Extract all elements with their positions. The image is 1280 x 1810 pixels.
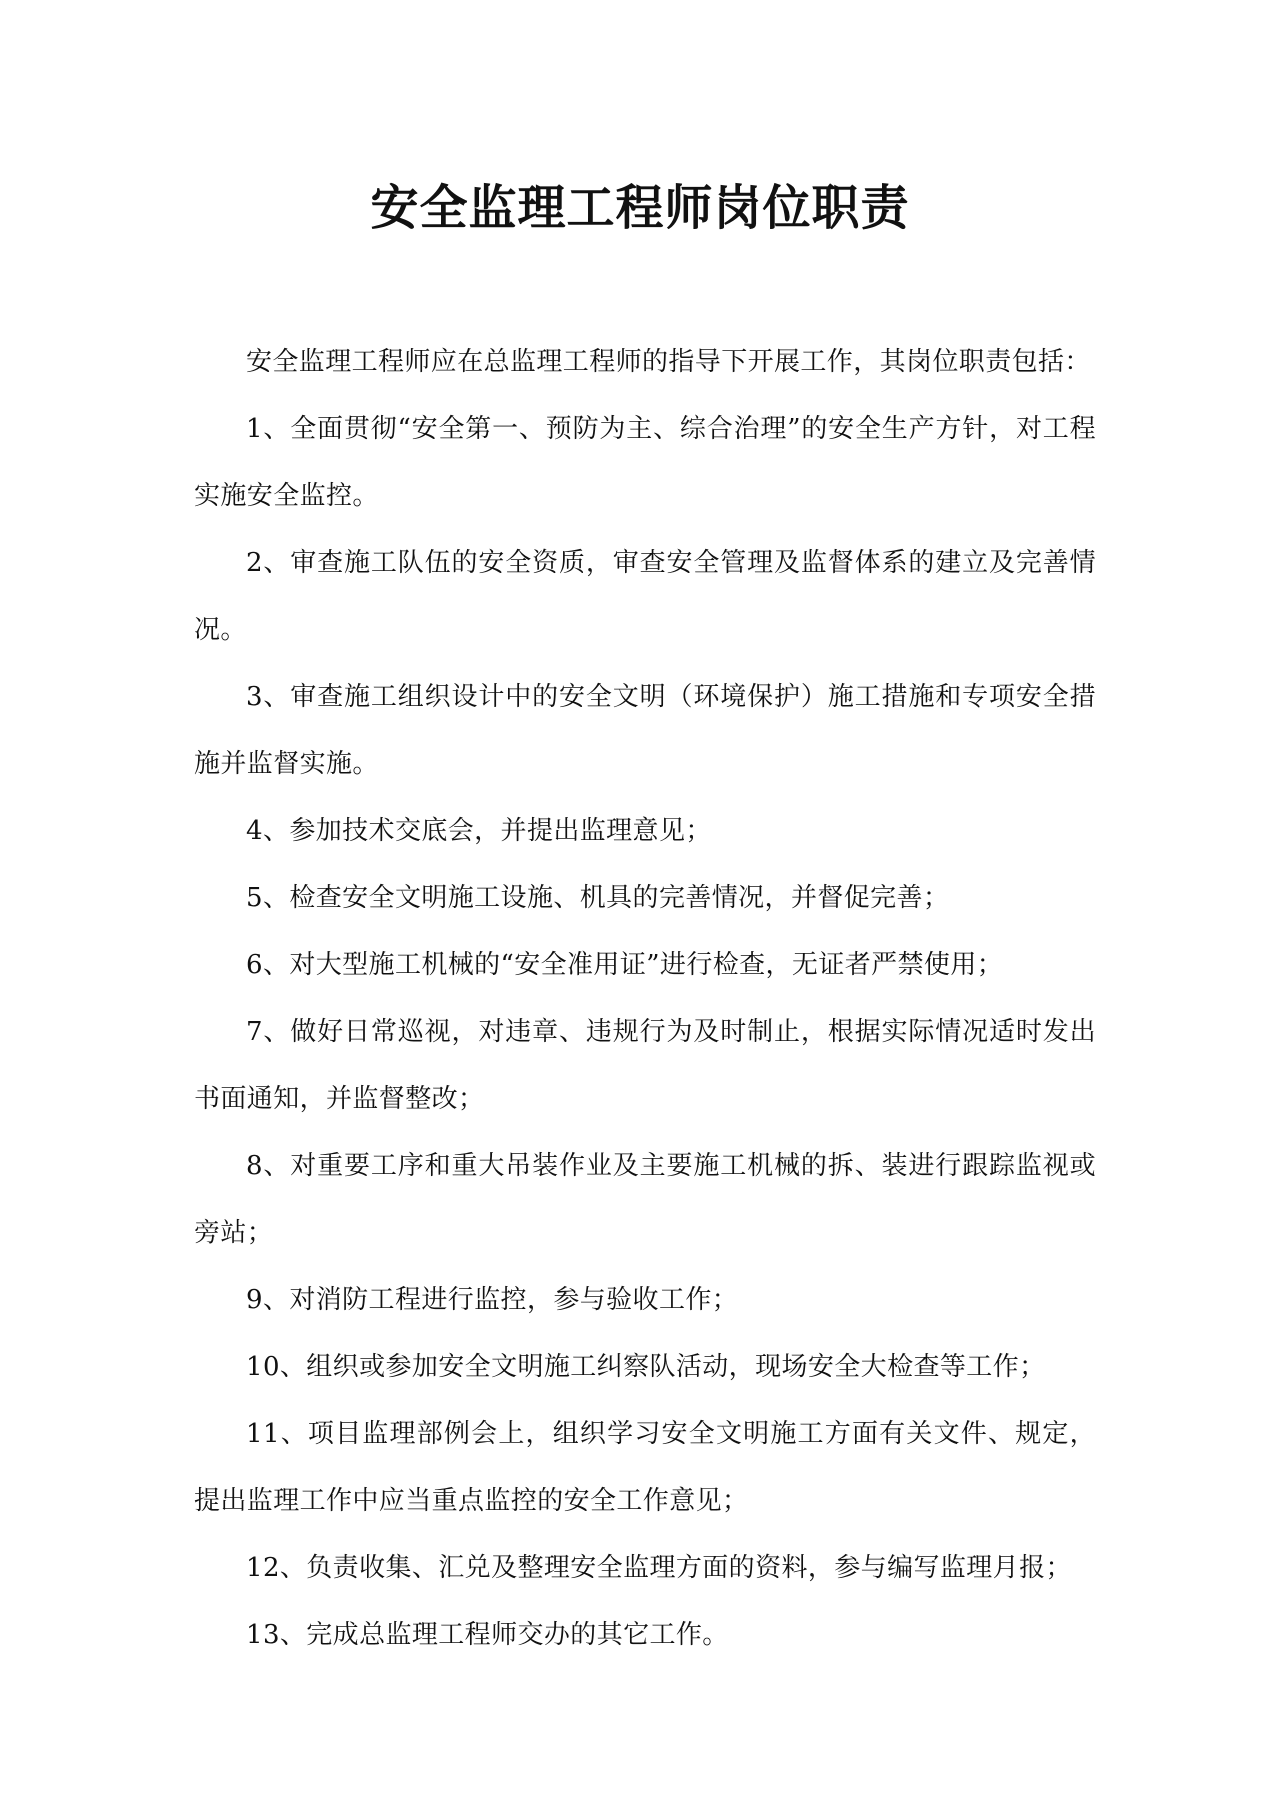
intro-paragraph: 安全监理工程师应在总监理工程师的指导下开展工作，其岗位职责包括： [246,347,1091,377]
duty-item-12: 12、负责收集、汇兑及整理安全监理方面的资料，参与编写监理月报； [246,1553,1072,1583]
document-body [194,329,1096,1669]
duty-item-13: 13、完成总监理工程师交办的其它工作。 [246,1620,729,1650]
duty-item-8: 8、对重要工序和重大吊装作业及主要施工机械的拆、装进行跟踪监视或旁站； [194,1151,1096,1248]
duty-item-1: 1、全面贯彻“安全第一、预防为主、综合治理”的安全生产方针，对工程实施安全监控。 [194,414,1096,511]
duty-item-11: 11、项目监理部例会上，组织学习安全文明施工方面有关文件、规定，提出监理工作中应当重点监控的安全工作意见； [194,1419,1096,1516]
duty-item-7: 7、做好日常巡视，对违章、违规行为及时制止，根据实际情况适时发出书面通知，并监督整改； [194,1017,1096,1114]
duty-item-6: 6、对大型施工机械的“安全准用证”进行检查，无证者严禁使用； [246,950,1004,980]
duty-item-3: 3、审查施工组织设计中的安全文明（环境保护）施工措施和专项安全措施并监督实施。 [194,682,1096,779]
duty-item-10: 10、组织或参加安全文明施工纠察队活动，现场安全大检查等工作； [246,1352,1046,1382]
duty-item-5: 5、检查安全文明施工设施、机具的完善情况，并督促完善； [246,883,950,913]
duty-item-4: 4、参加技术交底会，并提出监理意见； [246,816,712,846]
duty-item-2: 2、审查施工队伍的安全资质，审查安全管理及监督体系的建立及完善情况。 [194,548,1096,645]
document-title: 安全监理工程师岗位职责 [370,180,910,236]
duty-item-9: 9、对消防工程进行监控，参与验收工作； [246,1285,739,1315]
